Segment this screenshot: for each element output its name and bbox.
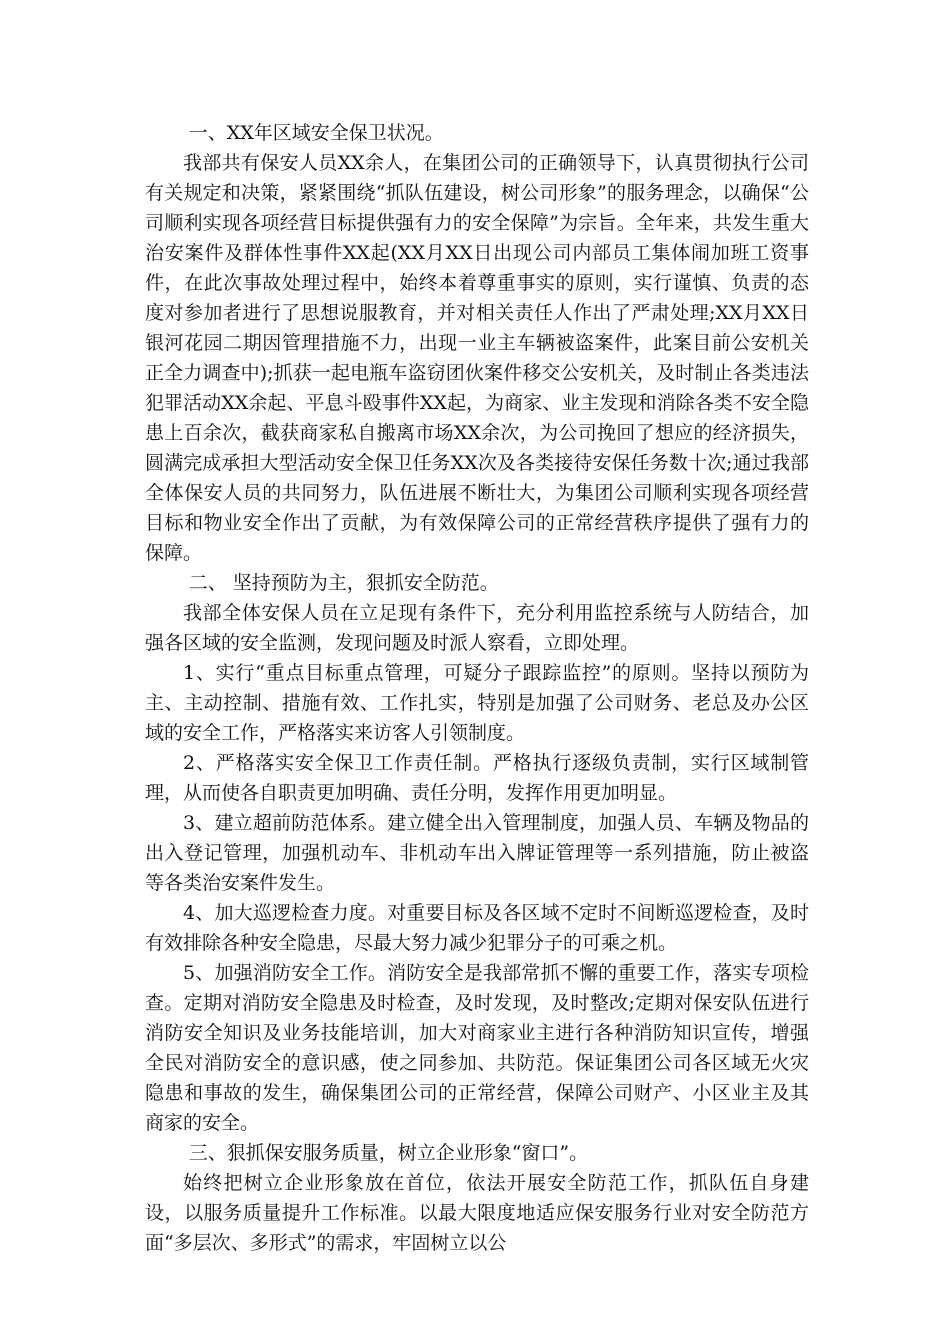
section-heading-3: 三、狠抓保安服务质量，树立企业形象“窗口”。 bbox=[188, 1142, 589, 1164]
document-page bbox=[145, 118, 809, 1258]
section-heading-1: 一、XX年区域安全保卫状况。 bbox=[188, 122, 444, 144]
list-item-3: 3、建立超前防范体系。建立健全出入管理制度，加强人员、车辆及物品的出入登记管理，加强机动车、非机动车出入牌证管理等一系列措施，防止被盗等各类治安案件发生。 bbox=[145, 812, 809, 894]
paragraph-security-overview: 我部共有保安人员XX余人，在集团公司的正确领导下，认真贯彻执行公司有关规定和决策，紧紧围绕“抓队伍建设，树公司形象”的服务理念，以确保“公司顺利实现各项经营目标提供强有力的安全保障”为宗旨。全年来，共发生重大治安案件及群体性事件XX起(XX月XX日出现公司内部员工集体闹加班工资事件，在此次事故处理过程中，始终本着尊重事实的原则，实行谨慎、负责的态度对参加者进行了思想说服教育，并对相关责任人作出了严肃处理;XX月XX日银河花园二期因管理措施不力，出现一业主车辆被盗案件，此案目前公安机关正全力调查中);抓获一起电瓶车盗窃团伙案件移交公安机关，及时制止各类违法犯罪活动XX余起、平息斗殴事件XX起，为商家、业主发现和消除各类不安全隐患上百余次，截获商家私自搬离市场XX余次，为公司挽回了想应的经济损失，圆满完成承担大型活动安全保卫任务XX次及各类接待安保任务数十次;通过我部全体保安人员的共同努力，队伍进展不断壮大，为集团公司顺利实现各项经营目标和物业安全作出了贡献，为有效保障公司的正常经营秩序提供了强有力的保障。 bbox=[145, 152, 809, 564]
paragraph-prevention-intro: 我部全体安保人员在立足现有条件下，充分利用监控系统与人防结合，加强各区域的安全监测，发现问题及时派人察看，立即处理。 bbox=[145, 602, 809, 654]
section-heading-2: 二、 坚持预防为主，狠抓安全防范。 bbox=[188, 572, 499, 594]
list-item-4: 4、加大巡逻检查力度。对重要目标及各区域不定时不间断巡逻检查，及时有效排除各种安全隐患，尽最大努力减少犯罪分子的可乘之机。 bbox=[145, 902, 809, 954]
paragraph-service-quality: 始终把树立企业形象放在首位，依法开展安全防范工作，抓队伍自身建设，以服务质量提升工作标准。以最大限度地适应保安服务行业对安全防范方面“多层次、多形式”的需求，牢固树立以公 bbox=[145, 1172, 809, 1254]
list-item-5: 5、加强消防安全工作。消防安全是我部常抓不懈的重要工作，落实专项检查。定期对消防安全隐患及时检查，及时发现，及时整改;定期对保安队伍进行消防安全知识及业务技能培训，加大对商家业主进行各种消防知识宣传，增强全民对消防安全的意识感，使之同参加、共防范。保证集团公司各区域无火灾隐患和事故的发生，确保集团公司的正常经营，保障公司财产、小区业主及其商家的安全。 bbox=[145, 962, 809, 1134]
list-item-2: 2、严格落实安全保卫工作责任制。严格执行逐级负责制，实行区域制管理，从而使各自职责更加明确、责任分明，发挥作用更加明显。 bbox=[145, 752, 809, 804]
list-item-1: 1、实行“重点目标重点管理，可疑分子跟踪监控”的原则。坚持以预防为主、主动控制、措施有效、工作扎实，特别是加强了公司财务、老总及办公区域的安全工作，严格落实来访客人引领制度。 bbox=[145, 662, 809, 744]
